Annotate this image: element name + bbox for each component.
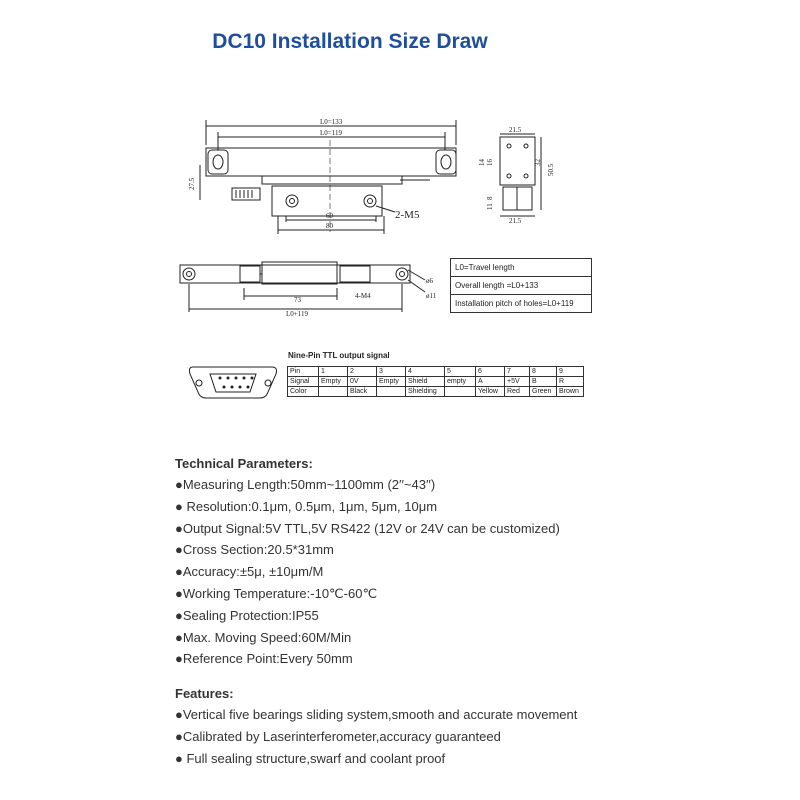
dim-21-5-bottom: 21.5 bbox=[509, 217, 522, 225]
table-cell: Pin bbox=[288, 367, 319, 377]
table-cell: Yellow bbox=[476, 387, 505, 397]
dim-73: 73 bbox=[294, 296, 301, 304]
table-cell: Empty bbox=[319, 377, 348, 387]
table-cell: Brown bbox=[557, 387, 584, 397]
list-item: ●Vertical five bearings sliding system,smooth and accurate movement bbox=[175, 707, 578, 722]
dim-l0-133: L0=133 bbox=[320, 118, 343, 126]
list-item: ●Cross Section:20.5*31mm bbox=[175, 542, 334, 558]
list-item: ●Working Temperature:-10℃-60℃ bbox=[175, 585, 378, 601]
dim-50-5: 50.5 bbox=[547, 163, 555, 176]
dim-80: 80 bbox=[326, 222, 333, 230]
table-cell: 2 bbox=[348, 367, 377, 377]
dim-l0-119: L0=119 bbox=[320, 129, 342, 137]
dim-11: 11 bbox=[486, 203, 494, 210]
list-item: ●Max. Moving Speed:60M/Min bbox=[175, 629, 352, 645]
legend-box bbox=[450, 258, 592, 313]
table-row bbox=[288, 377, 584, 387]
table-cell: 5 bbox=[445, 367, 476, 377]
page-title: DC10 Installation Size Draw bbox=[212, 30, 488, 53]
list-item: ●Output Signal:5V TTL,5V RS422 (12V or 24V can be customized) bbox=[175, 520, 560, 536]
table-cell: 6 bbox=[476, 367, 505, 377]
table-cell: Red bbox=[505, 387, 530, 397]
table-cell: R bbox=[557, 377, 584, 387]
table-cell bbox=[377, 387, 406, 397]
technical-heading: Technical Parameters: bbox=[175, 456, 313, 471]
dim-phi6: ø6 bbox=[426, 277, 433, 285]
dim-21-5-top: 21.5 bbox=[509, 126, 522, 134]
features-heading: Features: bbox=[175, 686, 234, 701]
dim-8: 8 bbox=[486, 196, 494, 200]
table-row bbox=[288, 387, 584, 397]
dim-2-m5: 2-M5 bbox=[395, 209, 420, 221]
table-cell: Black bbox=[348, 387, 377, 397]
table-cell: A bbox=[476, 377, 505, 387]
pin-table-title: Nine-Pin TTL output signal bbox=[288, 351, 390, 360]
table-cell bbox=[319, 387, 348, 397]
table-cell: 0V bbox=[348, 377, 377, 387]
table-cell: Empty bbox=[377, 377, 406, 387]
list-item: ●Calibrated by Laserinterferometer,accuracy guaranteed bbox=[175, 728, 501, 744]
features bbox=[175, 686, 577, 769]
table-cell: 8 bbox=[530, 367, 557, 377]
legend-item: Installation pitch of holes=L0+119 bbox=[455, 299, 574, 308]
list-item: ●Accuracy:±5μ, ±10μm/M bbox=[175, 564, 324, 580]
table-cell: 1 bbox=[319, 367, 348, 377]
technical-parameters bbox=[175, 456, 560, 670]
table-cell: Shield bbox=[406, 377, 445, 387]
dim-4-m4: 4-M4 bbox=[355, 292, 371, 300]
table-cell: Green bbox=[530, 387, 557, 397]
table-cell: +5V bbox=[505, 377, 530, 387]
list-item: ● Full sealing structure,swarf and coolant proof bbox=[175, 750, 446, 766]
list-item: ●Sealing Protection:IP55 bbox=[175, 607, 319, 623]
table-cell: Signal bbox=[288, 377, 319, 387]
table-cell: B bbox=[530, 377, 557, 387]
dim-l0-119-bottom: L0+119 bbox=[286, 310, 308, 318]
dim-27-5: 27.5 bbox=[188, 177, 196, 190]
legend-item: L0=Travel length bbox=[451, 259, 591, 277]
table-cell bbox=[445, 387, 476, 397]
table-row bbox=[288, 367, 584, 377]
pin-table bbox=[287, 366, 584, 397]
dim-60: 60 bbox=[326, 212, 333, 220]
table-cell: Shielding bbox=[406, 387, 445, 397]
legend-item: Overall length =L0+133 bbox=[451, 277, 591, 295]
dim-phi11: ø11 bbox=[426, 292, 437, 300]
table-cell: 9 bbox=[557, 367, 584, 377]
dim-16: 16 bbox=[486, 159, 494, 166]
list-item: ● Resolution:0.1μm, 0.5μm, 1μm, 5μm, 10μm bbox=[175, 498, 438, 514]
dim-14: 14 bbox=[478, 159, 486, 166]
table-cell: empty bbox=[445, 377, 476, 387]
table-cell: Color bbox=[288, 387, 319, 397]
table-cell: 7 bbox=[505, 367, 530, 377]
table-cell: 4 bbox=[406, 367, 445, 377]
dim-32: 32 bbox=[534, 159, 542, 166]
table-cell: 3 bbox=[377, 367, 406, 377]
list-item: ●Measuring Length:50mm~1100mm (2′′~43′′) bbox=[175, 477, 436, 492]
list-item: ●Reference Point:Every 50mm bbox=[175, 651, 353, 667]
